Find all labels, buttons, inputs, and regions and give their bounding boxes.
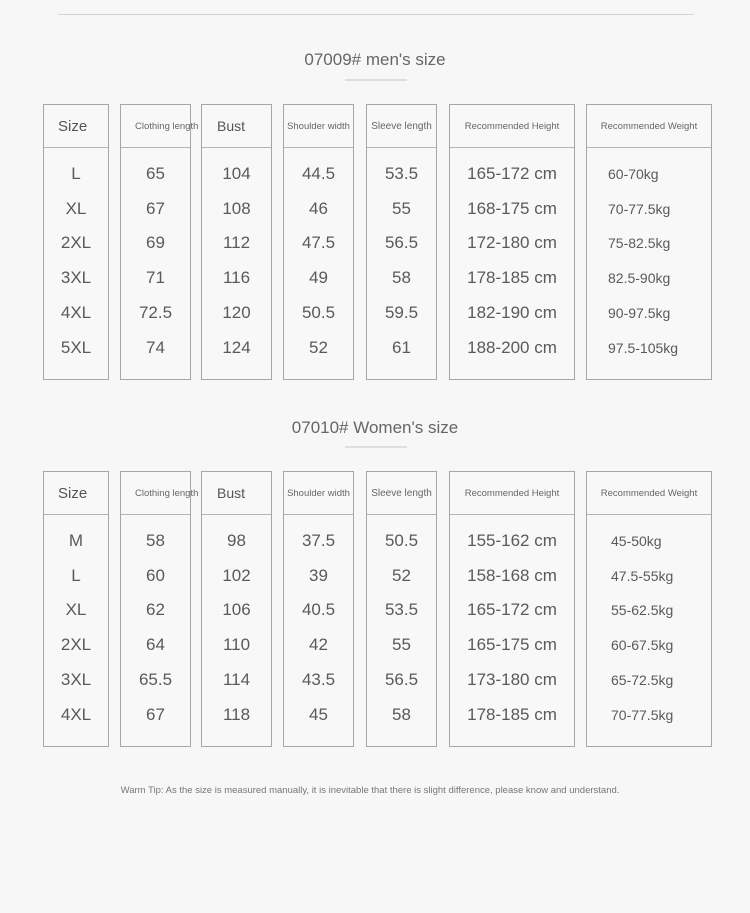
recommended-height-cell: 155-162 cm xyxy=(467,531,557,550)
sleeve-length-cell: 55 xyxy=(392,635,411,655)
shoulder-width-cell: 40.5 xyxy=(301,600,336,620)
size-column xyxy=(43,471,109,747)
recommended-weight-column xyxy=(586,471,712,747)
sleeve-length-header: Sleeve length xyxy=(367,472,436,515)
clothing-length-cell: 67 xyxy=(146,704,165,724)
sleeve-length-cell: 53.5 xyxy=(384,600,419,620)
recommended-height-column xyxy=(449,104,575,380)
recommended-weight-cell: 45-50kg xyxy=(611,533,662,549)
recommended-weight-cell: 55-62.5kg xyxy=(611,602,674,619)
sleeve-length-cell: 59.5 xyxy=(384,302,419,322)
size-cell: 5XL xyxy=(60,337,92,357)
clothing-length-cell: 74 xyxy=(146,337,165,357)
size-cell: 2XL xyxy=(60,635,92,655)
size-cell: 4XL xyxy=(60,704,92,724)
size-cell: 4XL xyxy=(60,302,92,322)
recommended-height-cell: 188-200 cm xyxy=(467,337,557,357)
bust-cell: 106 xyxy=(222,600,251,620)
shoulder-width-cell: 45 xyxy=(309,704,328,724)
men-size-title: 07009# men's size xyxy=(304,50,446,69)
shoulder-width-cell: 49 xyxy=(309,268,328,288)
clothing-length-cell: 65.5 xyxy=(138,669,173,689)
recommended-weight-cell: 75-82.5kg xyxy=(608,235,671,252)
sleeve-length-column xyxy=(366,104,437,380)
shoulder-width-header: Shoulder width xyxy=(284,105,353,148)
sleeve-length-cell: 52 xyxy=(392,565,411,585)
sleeve-length-cell: 55 xyxy=(392,198,411,218)
recommended-weight-cell: 60-67.5kg xyxy=(611,637,674,654)
sleeve-length-cell: 53.5 xyxy=(384,164,419,183)
bust-cell: 116 xyxy=(222,268,251,288)
clothing-length-column xyxy=(120,471,199,747)
clothing-length-cell: 64 xyxy=(146,635,165,655)
recommended-weight-column xyxy=(586,104,712,380)
clothing-length-cell: 65 xyxy=(146,164,165,183)
sleeve-length-cell: 56.5 xyxy=(384,233,419,253)
recommended-height-column xyxy=(449,471,575,747)
sleeve-length-cell: 58 xyxy=(392,704,411,724)
shoulder-width-cell: 52 xyxy=(309,337,328,357)
recommended-weight-cell: 82.5-90kg xyxy=(608,270,671,287)
clothing-length-column xyxy=(120,104,199,380)
clothing-length-cell: 67 xyxy=(146,198,165,218)
size-cell: L xyxy=(71,565,81,585)
men-title-underline xyxy=(345,79,407,81)
shoulder-width-cell: 44.5 xyxy=(301,164,336,183)
recommended-height-cell: 173-180 cm xyxy=(467,669,557,689)
sleeve-length-cell: 56.5 xyxy=(384,669,419,689)
recommended-weight-header: Recommended Weight xyxy=(587,105,711,148)
clothing-length-header: Clothing length xyxy=(121,472,190,515)
recommended-weight-cell: 65-72.5kg xyxy=(611,671,674,688)
clothing-length-cell: 60 xyxy=(146,565,165,585)
top-divider xyxy=(58,14,694,15)
recommended-weight-cell: 97.5-105kg xyxy=(608,339,679,356)
shoulder-width-cell: 50.5 xyxy=(301,302,336,322)
clothing-length-cell: 69 xyxy=(146,233,165,253)
recommended-height-cell: 158-168 cm xyxy=(467,565,557,585)
bust-cell: 114 xyxy=(222,669,251,689)
size-cell: L xyxy=(71,164,81,183)
size-column xyxy=(43,104,109,380)
recommended-height-cell: 178-185 cm xyxy=(467,704,557,724)
bust-cell: 124 xyxy=(222,337,251,357)
shoulder-width-cell: 42 xyxy=(309,635,328,655)
clothing-length-cell: 72.5 xyxy=(138,302,173,322)
recommended-weight-cell: 47.5-55kg xyxy=(611,567,674,584)
bust-column xyxy=(201,104,272,380)
women-size-title: 07010# Women's size xyxy=(291,418,459,437)
bust-cell: 108 xyxy=(222,198,251,218)
shoulder-width-cell: 39 xyxy=(309,565,328,585)
recommended-height-cell: 168-175 cm xyxy=(467,198,557,218)
clothing-length-cell: 62 xyxy=(146,600,165,620)
recommended-weight-cell: 60-70kg xyxy=(608,166,659,182)
bust-header: Bust xyxy=(202,105,271,148)
clothing-length-cell: 58 xyxy=(146,531,165,550)
size-cell: 2XL xyxy=(60,233,92,253)
recommended-height-header: Recommended Height xyxy=(450,105,574,148)
recommended-weight-cell: 70-77.5kg xyxy=(611,706,674,723)
recommended-weight-header: Recommended Weight xyxy=(587,472,711,515)
women-title-underline xyxy=(345,446,407,448)
bust-cell: 112 xyxy=(222,233,251,253)
size-cell: 3XL xyxy=(60,268,92,288)
sleeve-length-cell: 58 xyxy=(392,268,411,288)
size-cell: 3XL xyxy=(60,669,92,689)
bust-cell: 104 xyxy=(222,164,251,183)
recommended-height-cell: 178-185 cm xyxy=(467,268,557,288)
clothing-length-header: Clothing length xyxy=(121,105,190,148)
recommended-weight-cell: 70-77.5kg xyxy=(608,200,671,217)
recommended-weight-cell: 90-97.5kg xyxy=(608,304,671,321)
sleeve-length-cell: 61 xyxy=(392,337,411,357)
size-cell: XL xyxy=(65,198,87,218)
bust-column xyxy=(201,471,272,747)
bust-cell: 120 xyxy=(222,302,251,322)
size-cell: M xyxy=(68,531,84,550)
clothing-length-cell: 71 xyxy=(146,268,165,288)
recommended-height-cell: 165-175 cm xyxy=(467,635,557,655)
bust-cell: 110 xyxy=(222,635,251,655)
bust-cell: 118 xyxy=(222,704,251,724)
shoulder-width-cell: 46 xyxy=(309,198,328,218)
recommended-height-cell: 172-180 cm xyxy=(467,233,557,253)
recommended-height-cell: 165-172 cm xyxy=(467,600,557,620)
sleeve-length-header: Sleeve length xyxy=(367,105,436,148)
warm-tip-note: Warm Tip: As the size is measured manually, it is inevitable that there is slight difference, please know and understand. xyxy=(120,785,620,796)
shoulder-width-cell: 37.5 xyxy=(301,531,336,550)
recommended-height-header: Recommended Height xyxy=(450,472,574,515)
recommended-height-cell: 165-172 cm xyxy=(467,164,557,183)
shoulder-width-column xyxy=(283,471,354,747)
size-header: Size xyxy=(44,105,108,148)
sleeve-length-column xyxy=(366,471,437,747)
shoulder-width-header: Shoulder width xyxy=(284,472,353,515)
bust-header: Bust xyxy=(202,472,271,515)
sleeve-length-cell: 50.5 xyxy=(384,531,419,550)
bust-cell: 102 xyxy=(222,565,251,585)
shoulder-width-column xyxy=(283,104,354,380)
recommended-height-cell: 182-190 cm xyxy=(467,302,557,322)
shoulder-width-cell: 47.5 xyxy=(301,233,336,253)
shoulder-width-cell: 43.5 xyxy=(301,669,336,689)
size-cell: XL xyxy=(65,600,87,620)
size-header: Size xyxy=(44,472,108,515)
bust-cell: 98 xyxy=(227,531,246,550)
